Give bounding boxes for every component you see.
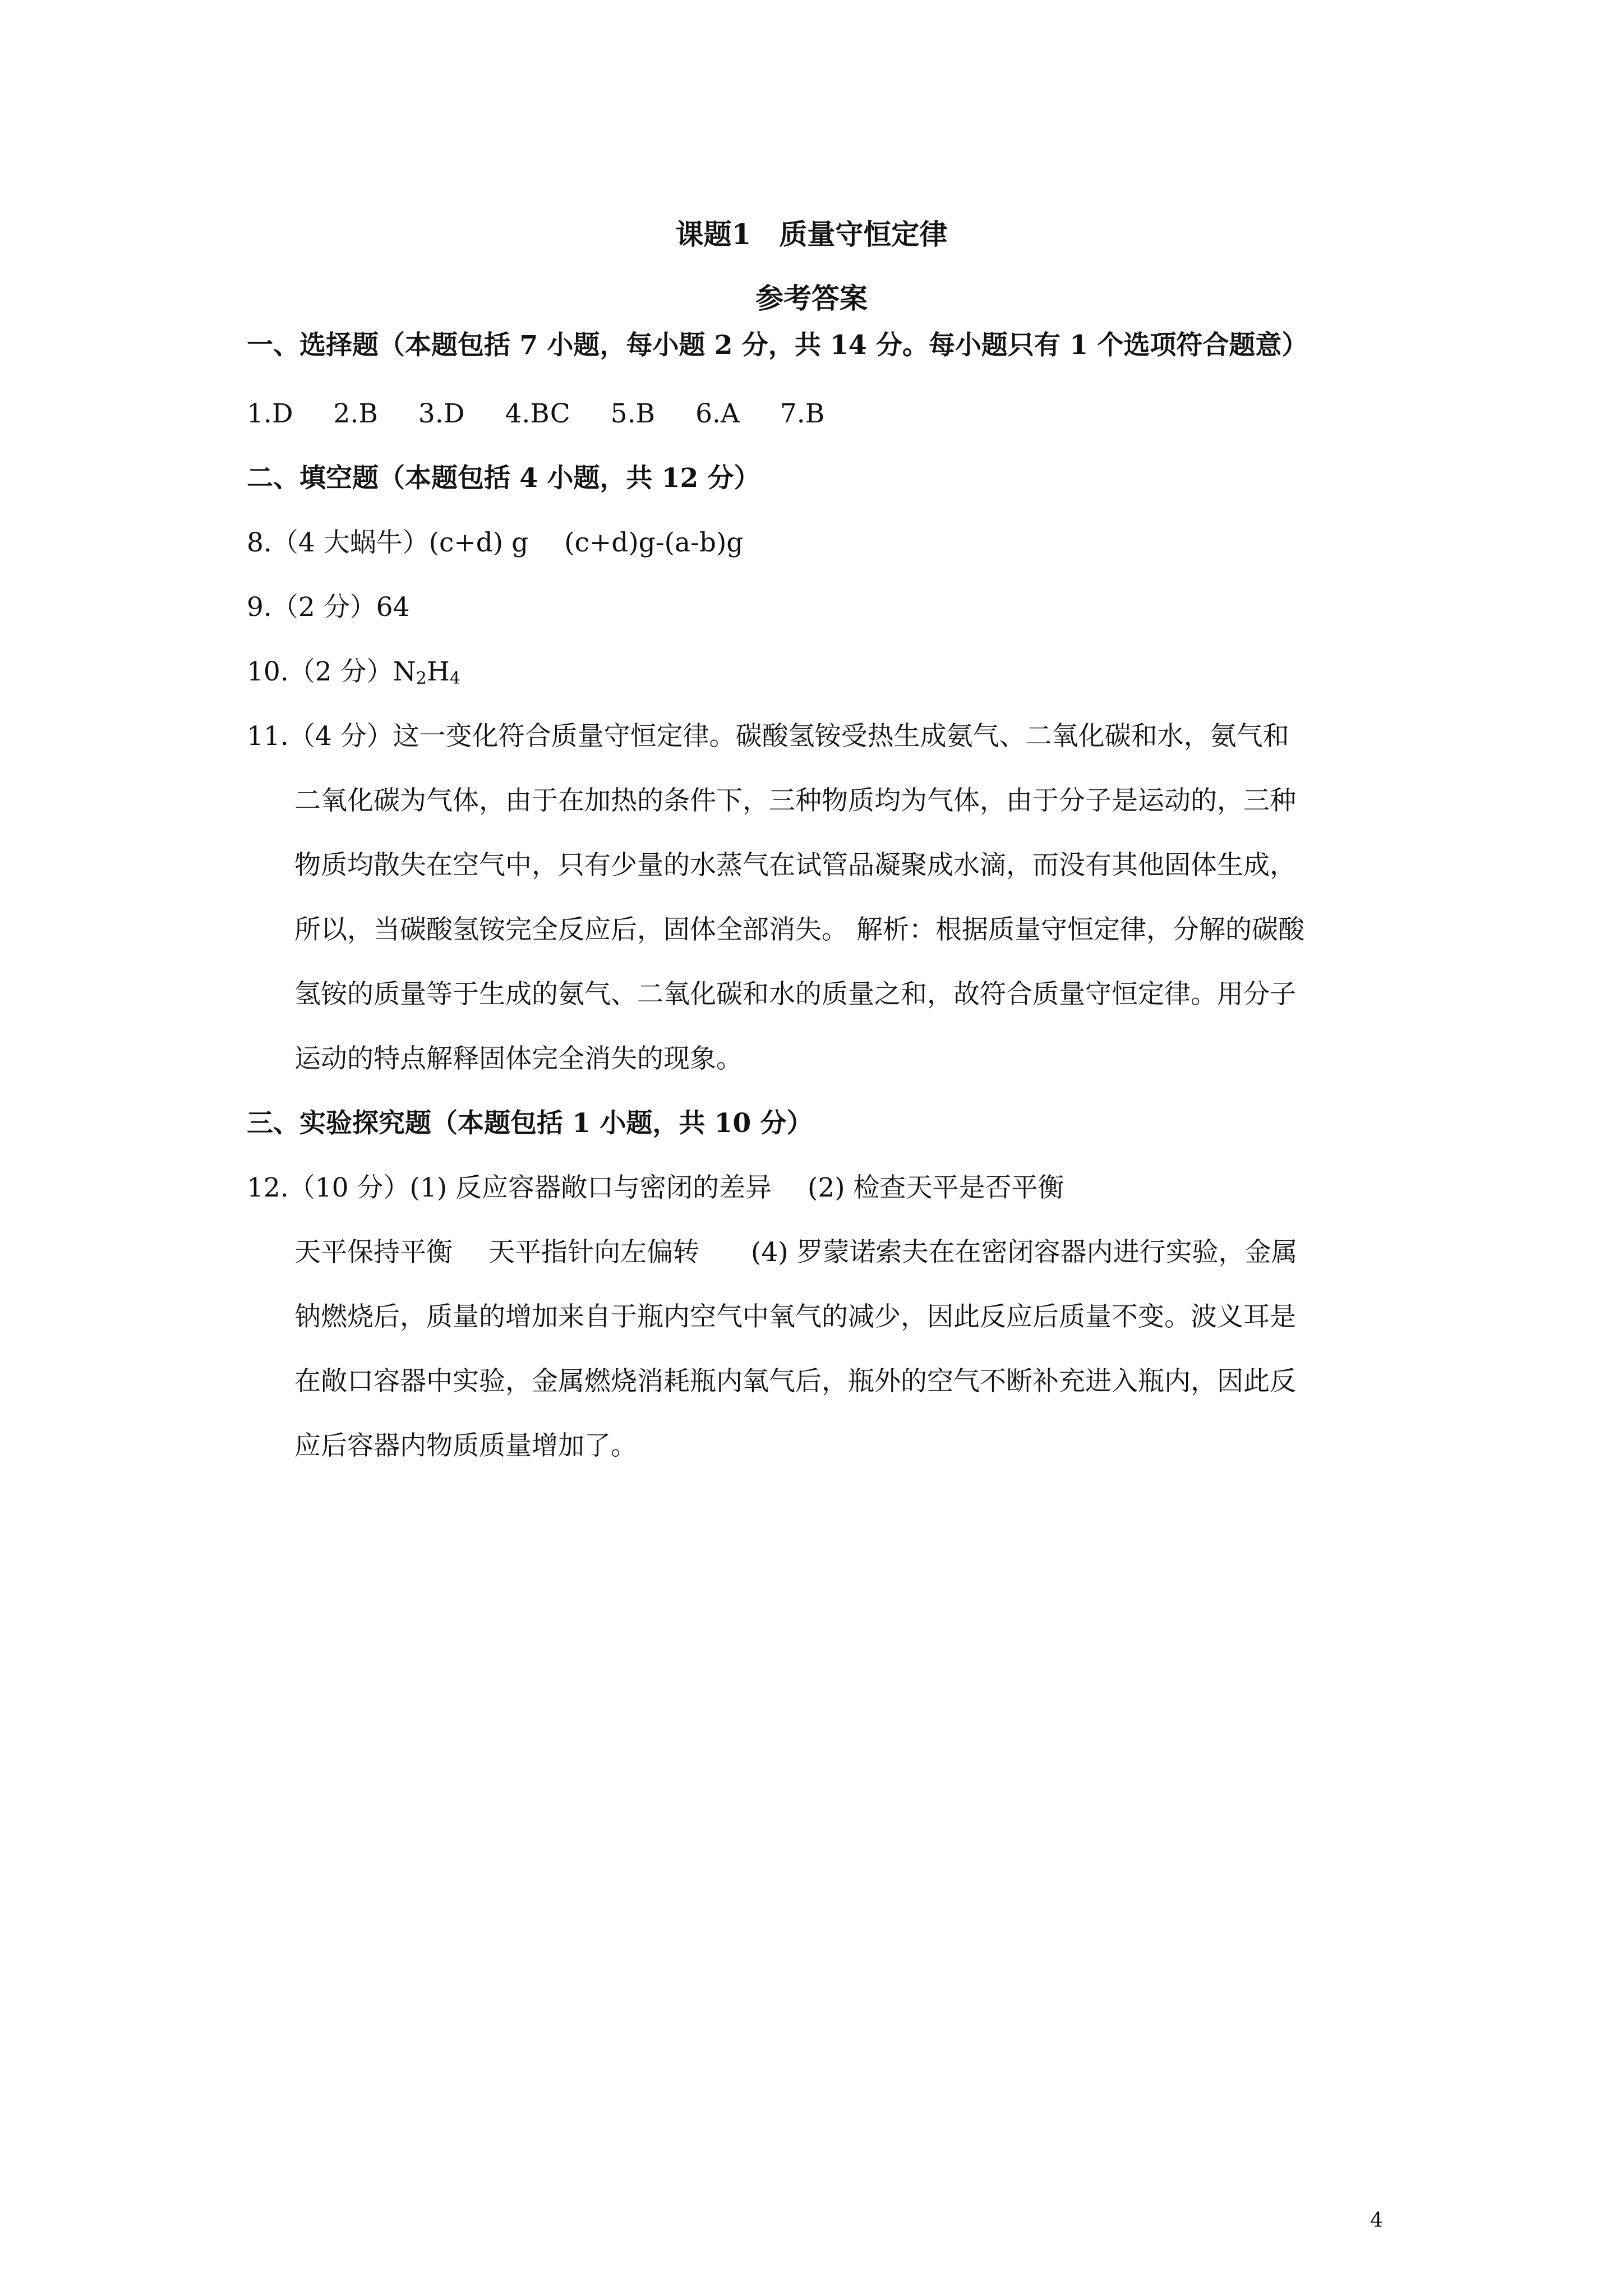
answer-q12-line <box>247 1172 1447 1204</box>
choice-answer: 1.D <box>247 398 293 429</box>
choice-answer: 3.D <box>418 398 465 429</box>
section-heading-1: 一、选择题（本题包括 7 小题，每小题 2 分，共 14 分。每小题只有 1 个选项符合题意） <box>247 330 1308 361</box>
answer-q12-line <box>294 1237 1495 1268</box>
answer-q11-line: 运动的特点解释固体完全消失的现象。 <box>294 1043 743 1074</box>
section-heading-2: 二、填空题（本题包括 4 小题，共 12 分） <box>247 463 760 494</box>
page-title: 课题1 质量守恒定律 <box>675 218 948 251</box>
answer-q12-line: 在敞口容器中实验，金属燃烧消耗瓶内氧气后，瓶外的空气不断补充进入瓶内，因此反 <box>294 1366 1296 1397</box>
subscript: 4 <box>449 669 460 688</box>
choice-answer: 4.BC <box>505 398 570 429</box>
choice-answer: 7.B <box>780 398 825 429</box>
answer-q12-part: (2) 检查天平是否平衡 <box>808 1172 1064 1203</box>
answer-q11-line: 二氧化碳为气体，由于在加热的条件下，三种物质均为气体，由于分子是运动的，三种 <box>294 785 1296 816</box>
answer-q12-line: 应后容器内物质质量增加了。 <box>294 1430 637 1461</box>
answer-q12-part: 天平指针向左偏转 <box>488 1237 699 1268</box>
section-heading-3: 三、实验探究题（本题包括 1 小题，共 10 分） <box>247 1108 813 1139</box>
choice-answer: 6.A <box>695 398 740 429</box>
choice-answer: 5.B <box>610 398 656 429</box>
answer-q10-prefix: 10.（2 分）N <box>247 656 416 687</box>
answer-q12-line: 钠燃烧后，质量的增加来自于瓶内空气中氧气的减少，因此反应后质量不变。波义耳是 <box>294 1301 1296 1332</box>
choice-answers <box>247 398 1447 430</box>
answer-q10 <box>247 656 1447 689</box>
answer-q11-line: 11.（4 分）这一变化符合质量守恒定律。碳酸氢铵受热生成氨气、二氧化碳和水，氨气和 <box>247 721 1289 752</box>
subscript: 2 <box>416 669 427 688</box>
answer-q10-element: H <box>426 656 450 687</box>
answer-q8-part-a: 8.（4 大蜗牛）(c+d) g <box>247 527 529 558</box>
page-subtitle: 参考答案 <box>755 282 868 315</box>
answer-q12-part: (4) 罗蒙诺索夫在在密闭容器内进行实验，金属 <box>751 1237 1298 1268</box>
answer-q11-line: 所以，当碳酸氢铵完全反应后，固体全部消失。 解析：根据质量守恒定律，分解的碳酸 <box>294 914 1304 945</box>
answer-q8 <box>247 527 1447 559</box>
answer-q12-part: 12.（10 分）(1) 反应容器敞口与密闭的差异 <box>247 1172 772 1203</box>
page-number: 4 <box>1370 2209 1383 2232</box>
choice-answer: 2.B <box>333 398 378 429</box>
answer-q11-line: 氢铵的质量等于生成的氨气、二氧化碳和水的质量之和，故符合质量守恒定律。用分子 <box>294 979 1296 1010</box>
answer-q12-part: 天平保持平衡 <box>294 1237 453 1268</box>
answer-q9: 9.（2 分）64 <box>247 592 410 623</box>
answer-q11-line: 物质均散失在空气中，只有少量的水蒸气在试管品凝聚成水滴，而没有其他固体生成， <box>294 850 1296 881</box>
answer-q8-part-b: (c+d)g-(a-b)g <box>564 527 744 558</box>
